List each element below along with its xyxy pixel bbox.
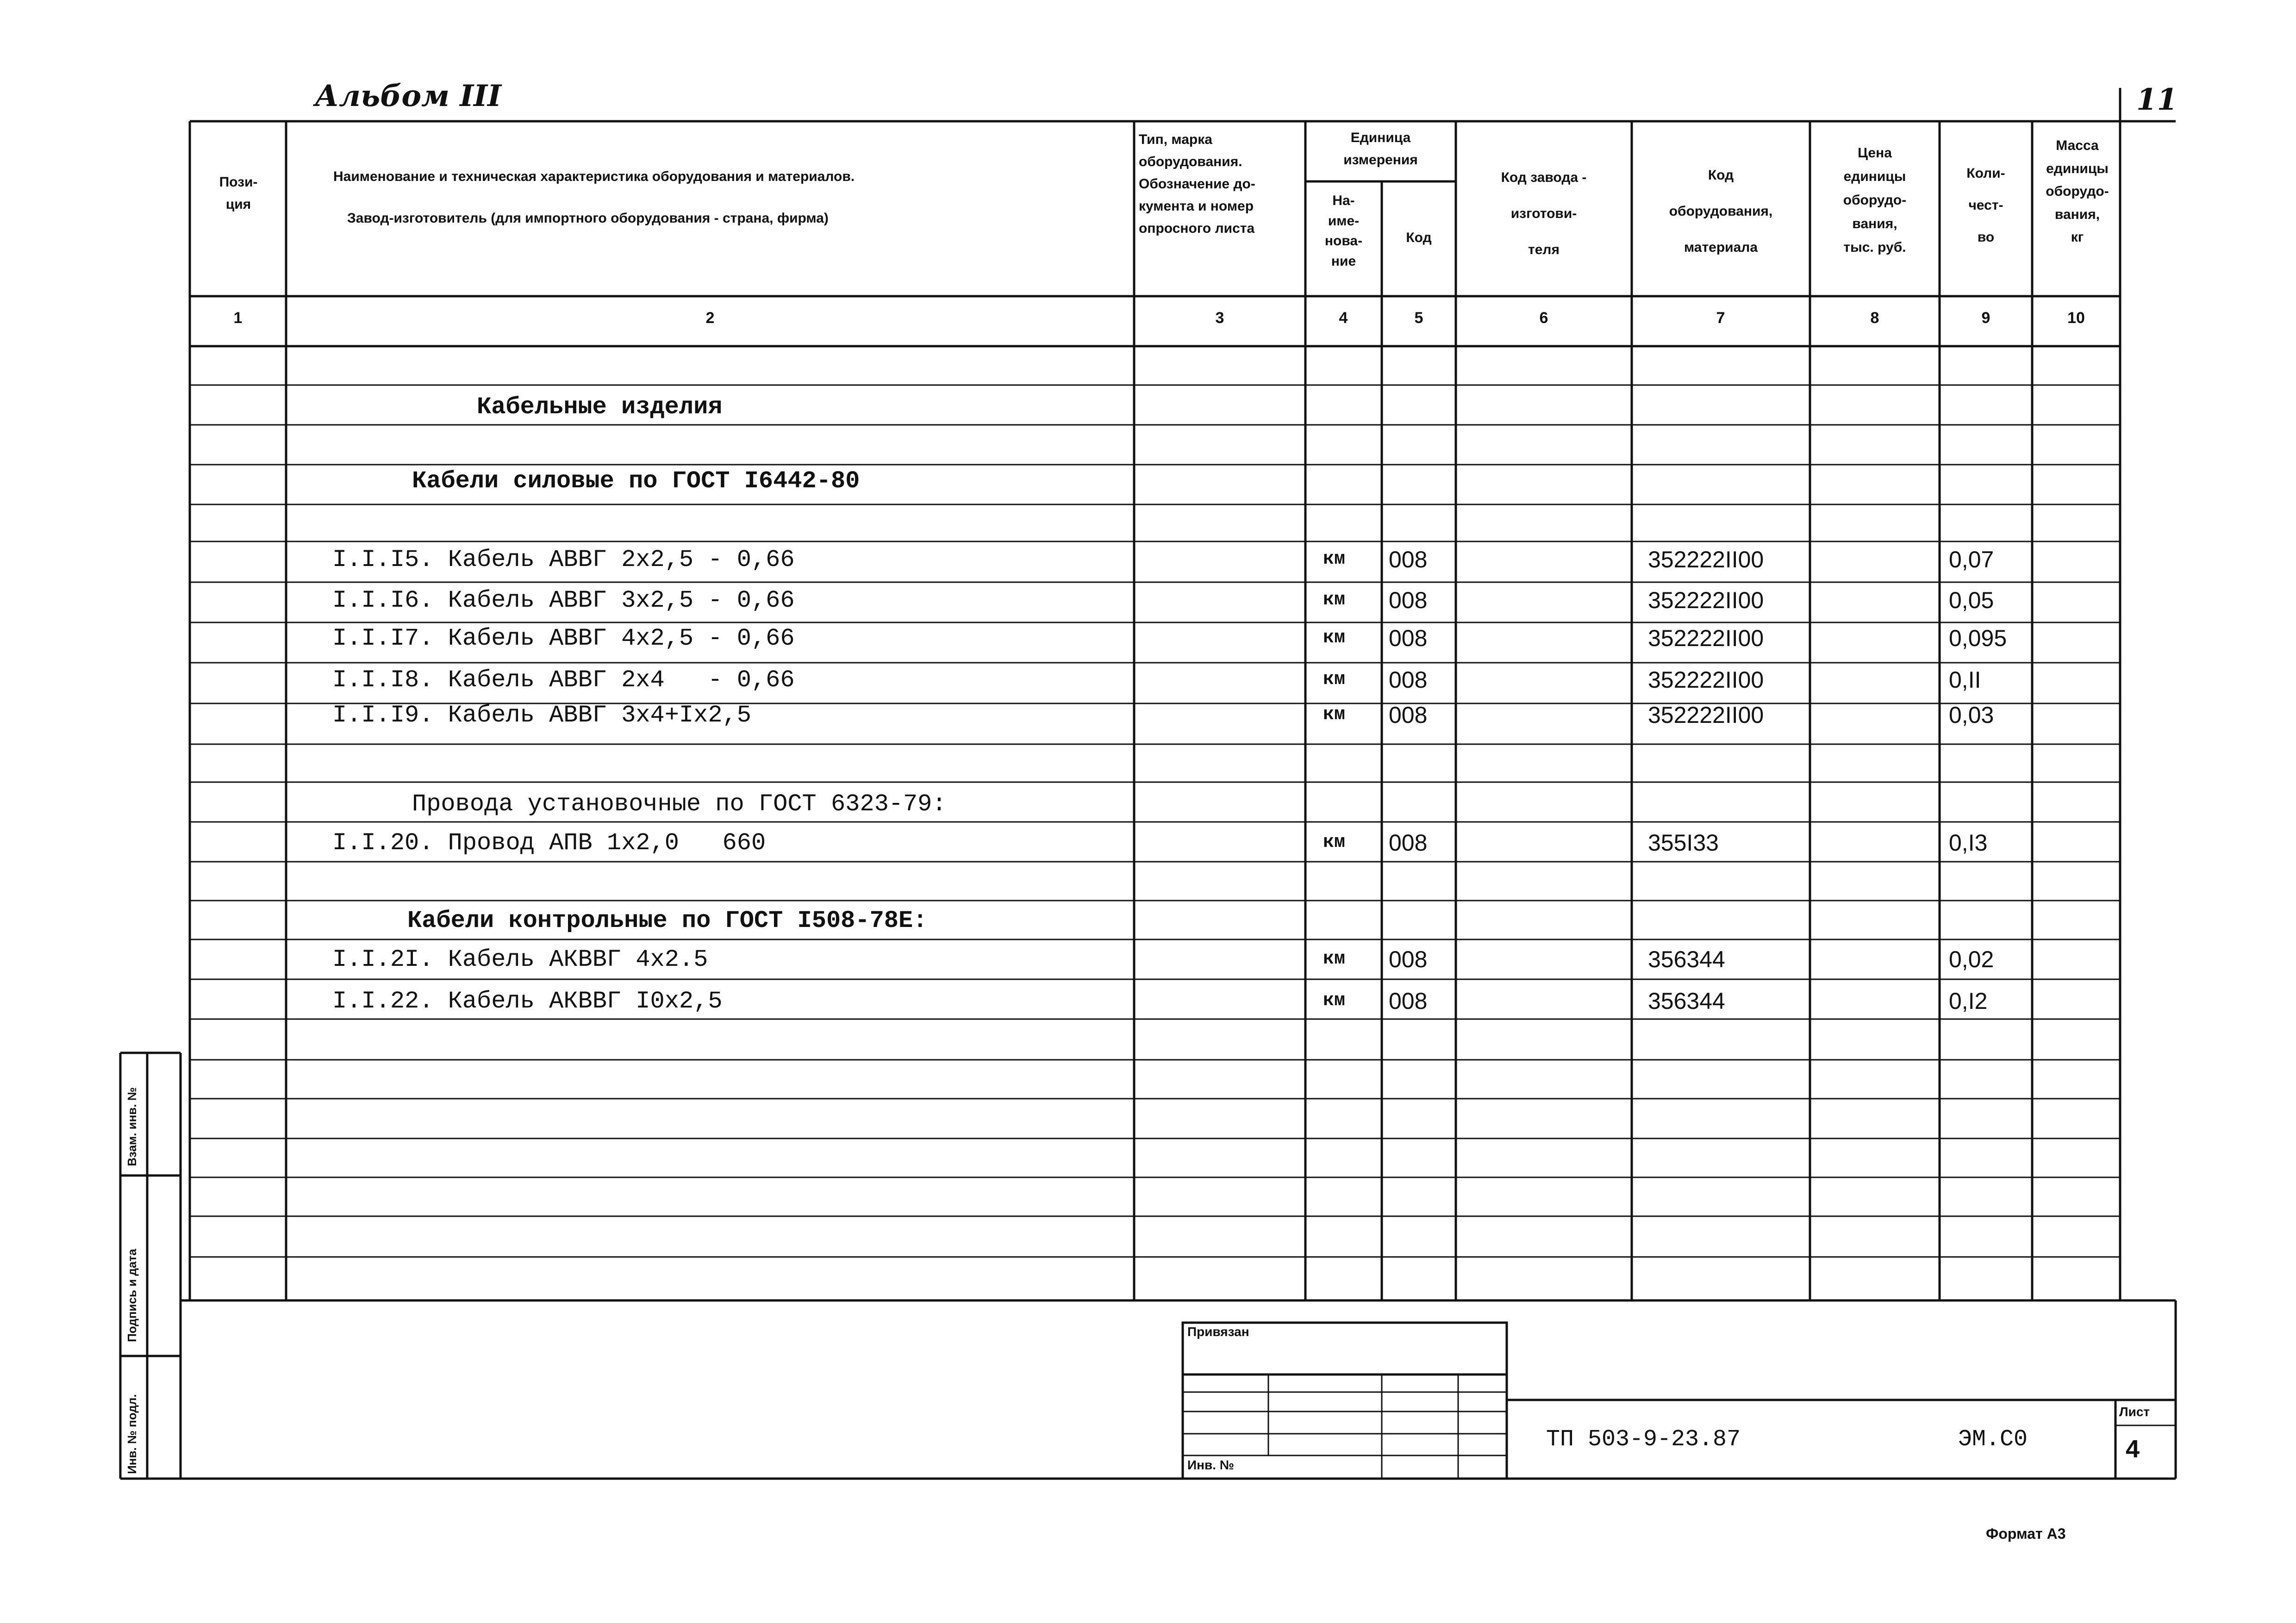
- row-name: I.I.20. Провод АПВ 1х2,0 660: [332, 829, 766, 857]
- stamp-doc-code: ТП 503-9-23.87: [1546, 1426, 1741, 1453]
- header-name-line2: Завод-изготовитель (для импортного оборудования - страна, фирма): [347, 211, 829, 226]
- row-quantity: 0,II: [1949, 667, 1981, 693]
- column-number: 5: [1414, 309, 1423, 327]
- side-label-replace-inv: Взам. инв. №: [125, 1087, 139, 1166]
- column-number: 1: [233, 309, 243, 327]
- header-unit-code: Код: [1406, 230, 1432, 245]
- row-quantity: 0,02: [1949, 946, 1994, 972]
- format-label: Формат А3: [1986, 1525, 2066, 1542]
- row-unit-code: 008: [1389, 667, 1428, 693]
- header-type-mark: Тип, марка оборудования. Обозначение до- кумента и номер опросного листа: [1139, 132, 1255, 236]
- album-label: Альбом III: [315, 79, 502, 113]
- column-number: 7: [1716, 309, 1725, 327]
- row-unit-code: 008: [1389, 830, 1428, 856]
- page-number: 11: [2136, 82, 2178, 117]
- row-equipment-code: 352222II00: [1648, 625, 1764, 651]
- stamp-sheet-label: Лист: [2119, 1405, 2150, 1419]
- row-unit: км: [1323, 669, 1346, 690]
- row-unit-code: 008: [1389, 587, 1428, 613]
- side-label-inv-original: Инв. № подл.: [125, 1394, 139, 1474]
- row-quantity: 0,05: [1949, 587, 1994, 613]
- row-name: I.I.I7. Кабель АВВГ 4х2,5 - 0,66: [332, 625, 795, 652]
- row-unit: км: [1323, 590, 1346, 610]
- column-number: 4: [1339, 309, 1348, 327]
- header-name-line1: Наименование и техническая характеристика оборудования и материалов.: [333, 169, 855, 184]
- stamp-sheet-number: 4: [2126, 1435, 2140, 1463]
- row-unit-code: 008: [1389, 946, 1428, 972]
- section-wires: Провода установочные по ГОСТ 6323-79:: [412, 790, 947, 818]
- column-number: 2: [705, 309, 715, 327]
- row-unit-code: 008: [1389, 625, 1428, 651]
- header-manufacturer-code: Код завода - изготови- теля: [1501, 170, 1587, 257]
- stamp-doc-mark: ЭМ.С0: [1958, 1426, 2028, 1453]
- section-cable-products: Кабельные изделия: [477, 393, 723, 421]
- row-equipment-code: 352222II00: [1648, 547, 1764, 572]
- row-name: I.I.I5. Кабель АВВГ 2х2,5 - 0,66: [332, 546, 795, 573]
- row-unit-code: 008: [1389, 547, 1428, 572]
- row-quantity: 0,07: [1949, 547, 1994, 572]
- row-equipment-code: 356344: [1648, 988, 1725, 1014]
- row-equipment-code: 352222II00: [1648, 587, 1764, 613]
- side-label-sign-date: Подпись и дата: [125, 1249, 139, 1342]
- header-position: Пози- ция: [219, 174, 258, 212]
- row-quantity: 0,03: [1949, 702, 1994, 728]
- row-unit: км: [1323, 990, 1346, 1011]
- row-unit: км: [1323, 704, 1346, 725]
- header-unit-group: Единица измерения: [1343, 130, 1418, 168]
- row-name: I.I.I8. Кабель АВВГ 2х4 - 0,66: [332, 666, 795, 694]
- row-quantity: 0,095: [1949, 625, 2007, 651]
- row-quantity: 0,I2: [1949, 988, 1988, 1014]
- header-unit-name: На- име- нова- ние: [1324, 193, 1363, 269]
- row-name: I.I.I6. Кабель АВВГ 3х2,5 - 0,66: [332, 587, 795, 614]
- stamp-inv-no: Инв. №: [1187, 1458, 1235, 1472]
- row-unit-code: 008: [1389, 702, 1428, 728]
- row-quantity: 0,I3: [1949, 830, 1988, 856]
- header-mass: Масса единицы оборудо- вания, кг: [2046, 138, 2109, 245]
- row-unit: км: [1323, 949, 1346, 970]
- row-equipment-code: 352222II00: [1648, 702, 1764, 728]
- column-number: 3: [1215, 309, 1224, 327]
- section-control-cables: Кабели контрольные по ГОСТ I508-78Е:: [407, 907, 928, 934]
- header-price: Цена единицы оборудо- вания, тыс. руб.: [1843, 145, 1907, 255]
- row-name: I.I.22. Кабель АКВВГ I0х2,5: [332, 988, 723, 1015]
- row-equipment-code: 355I33: [1648, 830, 1719, 856]
- column-number: 6: [1539, 309, 1548, 327]
- header-quantity: Коли- чест- во: [1966, 166, 2005, 245]
- column-number: 9: [1981, 309, 1990, 327]
- column-number: 10: [2067, 309, 2085, 327]
- row-unit: км: [1323, 832, 1346, 853]
- row-equipment-code: 352222II00: [1648, 667, 1764, 693]
- column-number: 8: [1870, 309, 1879, 327]
- row-unit-code: 008: [1389, 988, 1428, 1014]
- stamp-attached: Привязан: [1187, 1325, 1249, 1339]
- section-power-cables: Кабели силовые по ГОСТ I6442-80: [412, 467, 860, 495]
- row-unit: км: [1323, 549, 1346, 570]
- row-name: I.I.2I. Кабель АКВВГ 4х2.5: [332, 946, 708, 973]
- row-name: I.I.I9. Кабель АВВГ 3х4+Iх2,5: [332, 702, 751, 729]
- header-equipment-code: Код оборудования, материала: [1669, 168, 1773, 255]
- row-unit: км: [1323, 628, 1346, 648]
- row-equipment-code: 356344: [1648, 946, 1725, 972]
